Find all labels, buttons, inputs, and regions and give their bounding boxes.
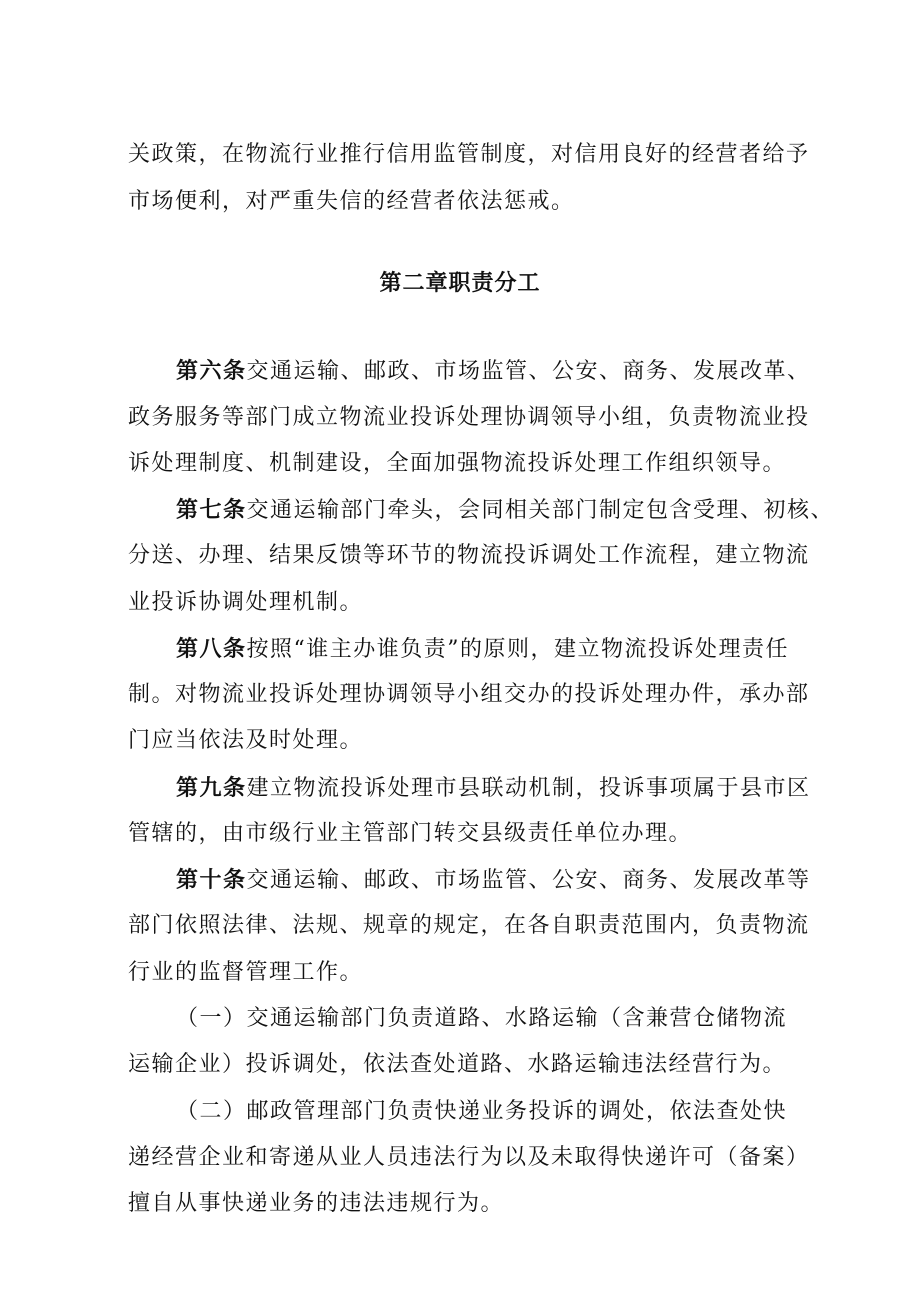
paragraph-line: 擅自从事快递业务的违法违规行为。 [128,1191,505,1216]
paragraph-line: 部门依照法律、法规、规章的规定，在各自职责范围内，负责物流 [128,913,810,938]
article-text: 按照“谁主办谁负责”的原则，建立物流投诉处理责任 [246,637,790,662]
article-10-first-line [176,865,920,896]
paragraph-line: 诉处理制度、机制建设，全面加强物流投诉处理工作组织领导。 [128,451,787,476]
article-text: 交通运输、邮政、市场监管、公安、商务、发展改革、 [246,359,811,384]
paragraph-line: 管辖的，由市级行业主管部门转交县级责任单位办理。 [128,821,693,846]
article-6-first-line [176,356,920,387]
article-text: 建立物流投诉处理市县联动机制，投诉事项属于县市区 [246,776,811,801]
item-1-first-line: （一）交通运输部门负责道路、水路运输（含兼营仓储物流 [176,1006,788,1031]
paragraph-line: 递经营企业和寄递从业人员违法行为以及未取得快递许可（备案） [128,1145,810,1170]
article-text: 交通运输、邮政、市场监管、公安、商务、发展改革等 [246,868,811,893]
paragraph-line: 行业的监督管理工作。 [128,960,364,985]
article-label: 第十条 [176,867,247,893]
item-2-first-line: （二）邮政管理部门负责快递业务投诉的调处，依法查处快 [176,1099,788,1124]
article-8-first-line [176,634,920,665]
article-label: 第六条 [176,358,247,384]
article-label: 第九条 [176,775,247,801]
paragraph-line: 分送、办理、结果反馈等环节的物流投诉调处工作流程，建立物流 [128,543,810,568]
paragraph-line: 业投诉协调处理机制。 [128,590,364,615]
article-9-first-line [176,773,920,804]
paragraph-line: 政务服务等部门成立物流业投诉处理协调领导小组，负责物流业投 [128,405,810,430]
chapter-heading: 第二章职责分工 [379,270,541,296]
paragraph-line: 市场便利，对严重失信的经营者依法惩戒。 [128,189,575,214]
paragraph-line: 运输企业）投诉调处，依法查处道路、水路运输违法经营行为。 [128,1052,787,1077]
paragraph-line: 门应当依法及时处理。 [128,728,364,753]
article-text: 交通运输部门牵头，会同相关部门制定包含受理、初核、 [246,498,835,523]
article-label: 第八条 [176,636,247,662]
article-label: 第七条 [176,497,247,523]
paragraph-line: 关政策，在物流行业推行信用监管制度，对信用良好的经营者给予 [128,142,810,167]
paragraph-line: 制。对物流业投诉处理协调领导小组交办的投诉处理办件，承办部 [128,682,810,707]
article-7-first-line [176,495,920,526]
